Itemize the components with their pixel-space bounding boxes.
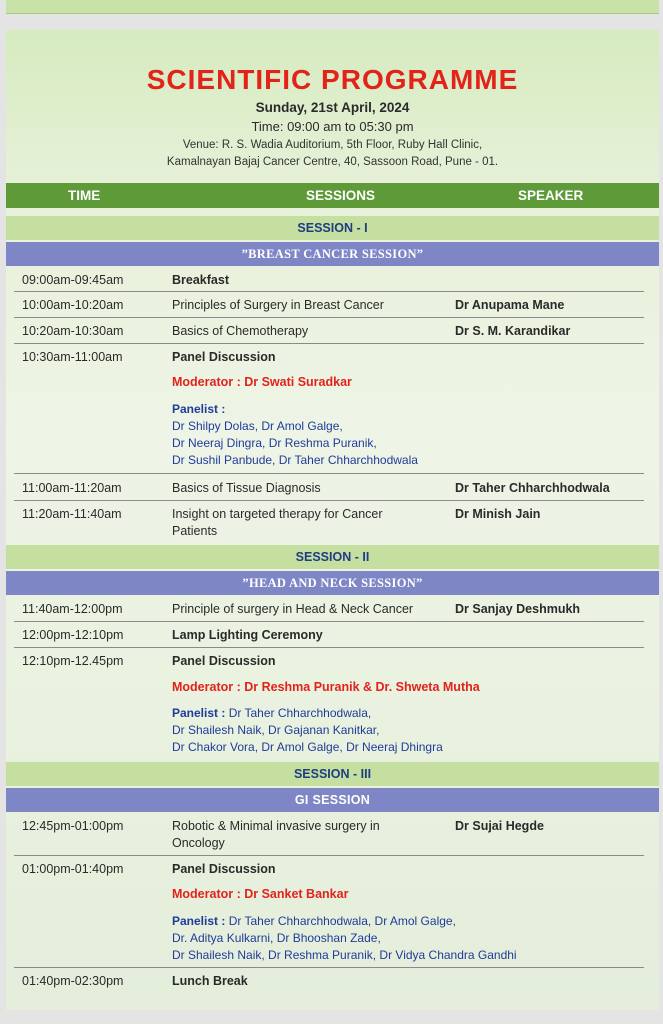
row-divider bbox=[14, 621, 644, 622]
panelist-line: Dr Shilpy Dolas, Dr Amol Galge, bbox=[172, 419, 343, 433]
moderator-text: Moderator : Dr Reshma Puranik & Dr. Shweta Mutha bbox=[172, 680, 480, 694]
row-time: 11:40am-12:00pm bbox=[22, 602, 123, 616]
event-venue bbox=[6, 137, 659, 171]
session-2-band: SESSION - II bbox=[6, 545, 659, 569]
session-3-topic-band: GI SESSION bbox=[6, 788, 659, 812]
venue-line-1: Venue: R. S. Wadia Auditorium, 5th Floor, Ruby Hall Clinic, bbox=[182, 139, 483, 151]
programme-page bbox=[6, 30, 659, 1010]
moderator-text: Moderator : Dr Sanket Bankar bbox=[172, 887, 349, 901]
panelist-line: Dr Taher Chharchhodwala, bbox=[225, 706, 372, 720]
event-date: Sunday, 21st April, 2024 bbox=[255, 100, 410, 115]
row-divider bbox=[14, 500, 644, 501]
column-sessions-header: SESSIONS bbox=[306, 188, 376, 203]
row-speaker: Dr Sanjay Deshmukh bbox=[455, 602, 581, 616]
panelist-list bbox=[172, 913, 632, 964]
panelist-label: Panelist : bbox=[172, 402, 226, 416]
row-session: Basics of Chemotherapy bbox=[172, 324, 309, 338]
previous-page-strip bbox=[6, 0, 659, 14]
row-time: 11:20am-11:40am bbox=[22, 507, 122, 521]
row-time: 10:30am-11:00am bbox=[22, 350, 123, 364]
panelist-line: Dr Neeraj Dingra, Dr Reshma Puranik, bbox=[172, 436, 377, 450]
panelist-list bbox=[172, 705, 632, 756]
row-divider bbox=[14, 967, 644, 968]
panelist-list bbox=[172, 401, 632, 469]
session-1-topic-band: ”BREAST CANCER SESSION” bbox=[6, 242, 659, 266]
panelist-label: Panelist : bbox=[172, 706, 226, 720]
row-speaker: Dr Anupama Mane bbox=[455, 298, 565, 312]
row-session: Breakfast bbox=[172, 273, 229, 287]
column-time-header: TIME bbox=[68, 188, 101, 203]
row-session: Panel Discussion bbox=[172, 350, 276, 364]
panelist-line: Dr Sushil Panbude, Dr Taher Chharchhodwala bbox=[172, 453, 418, 467]
row-session: Panel Discussion bbox=[172, 862, 276, 876]
row-time: 12:10pm-12.45pm bbox=[22, 654, 124, 668]
row-time: 01:40pm-02:30pm bbox=[22, 974, 124, 988]
row-speaker: Dr Sujai Hegde bbox=[455, 819, 544, 833]
event-time: Time: 09:00 am to 05:30 pm bbox=[251, 119, 414, 134]
row-divider bbox=[14, 317, 644, 318]
panelist-label: Panelist : bbox=[172, 914, 226, 928]
row-session: Panel Discussion bbox=[172, 654, 276, 668]
panelist-line: Dr Shailesh Naik, Dr Gajanan Kanitkar, bbox=[172, 723, 380, 737]
panelist-line: Dr. Aditya Kulkarni, Dr Bhooshan Zade, bbox=[172, 931, 381, 945]
row-divider bbox=[14, 291, 644, 292]
row-divider bbox=[14, 855, 644, 856]
moderator-text: Moderator : Dr Swati Suradkar bbox=[172, 375, 352, 389]
row-speaker: Dr Minish Jain bbox=[455, 507, 541, 521]
session-3-band: SESSION - III bbox=[6, 762, 659, 786]
row-time: 11:00am-11:20am bbox=[22, 481, 122, 495]
column-speaker-header: SPEAKER bbox=[518, 188, 584, 203]
row-session: Robotic & Minimal invasive surgery in Oncology bbox=[172, 819, 380, 850]
row-session: Basics of Tissue Diagnosis bbox=[172, 481, 321, 495]
venue-line-2: Kamalnayan Bajaj Cancer Centre, 40, Sassoon Road, Pune - 01. bbox=[166, 156, 499, 168]
row-session: Lunch Break bbox=[172, 974, 248, 988]
row-divider bbox=[14, 647, 644, 648]
row-time: 12:45pm-01:00pm bbox=[22, 819, 124, 833]
row-time: 10:20am-10:30am bbox=[22, 324, 124, 338]
row-speaker: Dr S. M. Karandikar bbox=[455, 324, 571, 338]
row-session: Principle of surgery in Head & Neck Cancer bbox=[172, 602, 414, 616]
column-header-bar bbox=[6, 183, 659, 208]
row-speaker: Dr Taher Chharchhodwala bbox=[455, 481, 610, 495]
row-session: Principles of Surgery in Breast Cancer bbox=[172, 298, 384, 312]
row-divider bbox=[14, 473, 644, 474]
row-session: Lamp Lighting Ceremony bbox=[172, 628, 323, 642]
row-time: 10:00am-10:20am bbox=[22, 298, 124, 312]
row-time: 09:00am-09:45am bbox=[22, 273, 124, 287]
session-1-band: SESSION - I bbox=[6, 216, 659, 240]
panelist-line: Dr Taher Chharchhodwala, Dr Amol Galge, bbox=[225, 914, 456, 928]
session-2-topic-band: ”HEAD AND NECK SESSION” bbox=[6, 571, 659, 595]
panelist-line: Dr Shailesh Naik, Dr Reshma Puranik, Dr Vidya Chandra Gandhi bbox=[172, 948, 517, 962]
page-title: SCIENTIFIC PROGRAMME bbox=[146, 64, 519, 95]
row-session: Insight on targeted therapy for Cancer Patients bbox=[172, 507, 383, 538]
row-time: 01:00pm-01:40pm bbox=[22, 862, 124, 876]
row-divider bbox=[14, 343, 644, 344]
panelist-line: Dr Chakor Vora, Dr Amol Galge, Dr Neeraj Dhingra bbox=[172, 740, 443, 754]
row-time: 12:00pm-12:10pm bbox=[22, 628, 124, 642]
